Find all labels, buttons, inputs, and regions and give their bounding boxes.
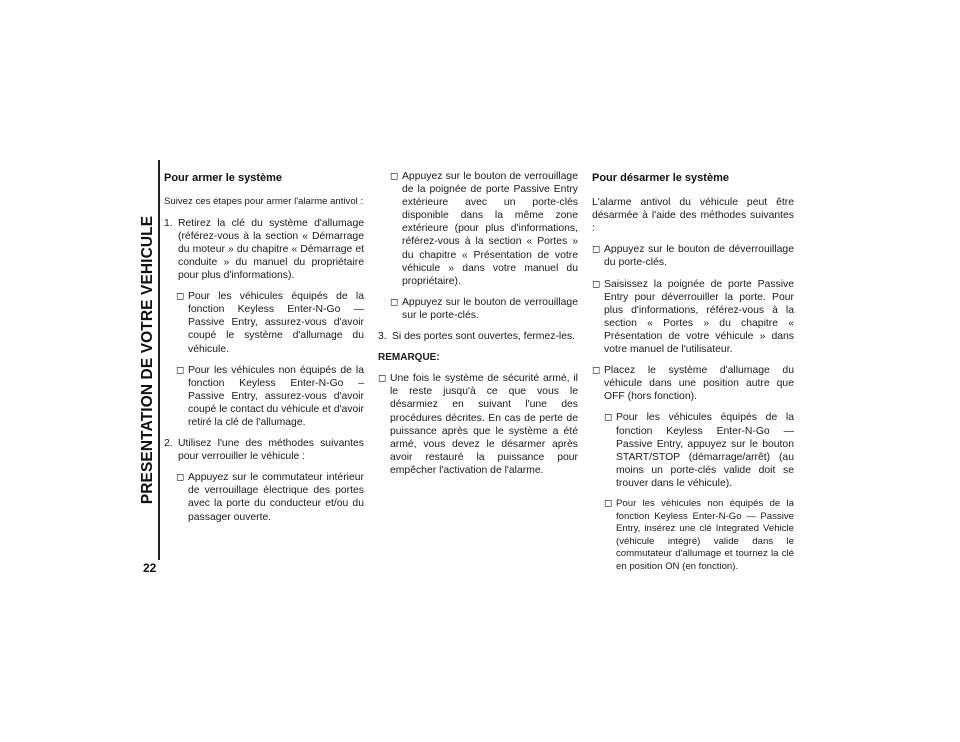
list-item	[592, 278, 794, 357]
checkbox-bullet-icon: ◻	[176, 364, 185, 376]
column-3	[592, 170, 794, 582]
list-item	[176, 364, 364, 429]
step-text: Utilisez l'une des méthodes suivantes pour verrouiller le véhicule :	[178, 438, 364, 463]
disarm-heading: Pour désarmer le système	[592, 172, 729, 184]
checkbox-bullet-icon: ◻	[592, 278, 601, 290]
note-item	[378, 372, 578, 477]
list-item-text: Appuyez sur le bouton de déverrouillage du porte-clés.	[604, 244, 794, 269]
list-item	[176, 290, 364, 355]
list-item	[176, 471, 364, 523]
checkbox-bullet-icon: ◻	[176, 472, 185, 484]
checkbox-bullet-icon: ◻	[378, 373, 387, 385]
step-number: 2.	[164, 438, 173, 450]
page-number: 22	[143, 561, 157, 575]
step-text: Si des portes sont ouvertes, fermez-les.	[392, 331, 576, 343]
list-item	[390, 170, 578, 288]
step-number: 3.	[378, 331, 387, 343]
step-number: 1.	[164, 217, 173, 229]
arm-heading: Pour armer le système	[164, 172, 283, 184]
checkbox-bullet-icon: ◻	[176, 291, 185, 303]
list-item	[390, 296, 578, 322]
list-item-text: Appuyez sur le bouton de verrouillage sur le porte-clés.	[402, 296, 578, 321]
step-1	[164, 217, 364, 282]
checkbox-bullet-icon: ◻	[592, 244, 601, 256]
note-text: Une fois le système de sécurité armé, il le reste jusqu'à ce que vous le désarmiez en suivant l'une des procédures décrites. En cas de perte de puissance après que le système a été armé, vous devez le désarmer après avoir restauré la puissance pour empêcher l'activation de l'alarme.	[390, 373, 578, 476]
list-item-text: Appuyez sur le commutateur intérieur de verrouillage électrique des portes avec la porte du conducteur et/ou du passager ouverte.	[188, 472, 364, 523]
checkbox-bullet-icon: ◻	[390, 296, 399, 308]
list-item	[592, 243, 794, 269]
checkbox-bullet-icon: ◻	[604, 412, 613, 424]
step-3	[378, 330, 578, 343]
checkbox-bullet-icon: ◻	[390, 171, 399, 182]
list-item	[604, 411, 794, 490]
list-item-text: Placez le système d'allumage du véhicule dans une position autre que OFF (hors fonction).	[604, 365, 794, 403]
list-item	[592, 364, 794, 403]
section-divider	[158, 160, 160, 560]
column-2	[378, 170, 578, 485]
checkbox-bullet-icon: ◻	[592, 365, 601, 377]
list-item-text: Pour les véhicules non équipés de la fonction Keyless Enter-N-Go — Passive Entry, insérez une clé Integrated Vehicle (véhicule intégré) valide dans le commutateur d'allumage et tournez la clé en position ON (en fonction).	[616, 497, 794, 572]
list-item	[604, 498, 794, 574]
column-1	[164, 170, 364, 532]
step-text: Retirez la clé du système d'allumage (référez-vous à la section « Démarrage du moteur » du chapitre « Démarrage et conduite » du manuel du propriétaire pour plus d'informations).	[178, 217, 364, 282]
step-2	[164, 437, 364, 463]
checkbox-bullet-icon: ◻	[604, 497, 613, 509]
list-item-text: Appuyez sur le bouton de verrouillage de la poignée de porte Passive Entry extérieure avec un porte-clés disponible dans la même zone extérieure (pour plus d'informations, référez-vous à la section « Portes » du chapitre « Présentation de votre véhicule » dans votre manuel du propriétaire).	[402, 171, 578, 287]
list-item-text: Pour les véhicules équipés de la fonction Keyless Enter-N-Go — Passive Entry, appuyez sur le bouton START/STOP (démarrage/arrêt) (au moins un porte-clés valide doit se trouver dans le véhicule).	[616, 412, 794, 489]
disarm-intro: L'alarme antivol du véhicule peut être désarmée à l'aide des méthodes suivantes :	[592, 197, 794, 235]
note-heading: REMARQUE:	[378, 352, 440, 364]
section-title-text: PRESENTATION DE VOTRE VEHICULE	[139, 215, 156, 505]
list-item-text: Saisissez la poignée de porte Passive Entry pour déverrouiller la porte. Pour plus d'informations, référez-vous à la section « Portes » du chapitre « Présentation de votre véhicule » dans votre manuel de l'utilisateur.	[604, 278, 794, 356]
arm-intro: Suivez ces étapes pour armer l'alarme antivol :	[164, 196, 364, 208]
section-title	[138, 158, 158, 562]
list-item-text: Pour les véhicules non équipés de la fonction Keyless Enter-N-Go – Passive Entry, assurez-vous d'avoir coupé le contact du véhicule et d'avoir retiré la clé de l'allumage.	[188, 364, 364, 428]
list-item-text: Pour les véhicules équipés de la fonction Keyless Enter-N-Go — Passive Entry, assurez-vous d'avoir coupé le système d'allumage du véhicule.	[188, 291, 364, 355]
